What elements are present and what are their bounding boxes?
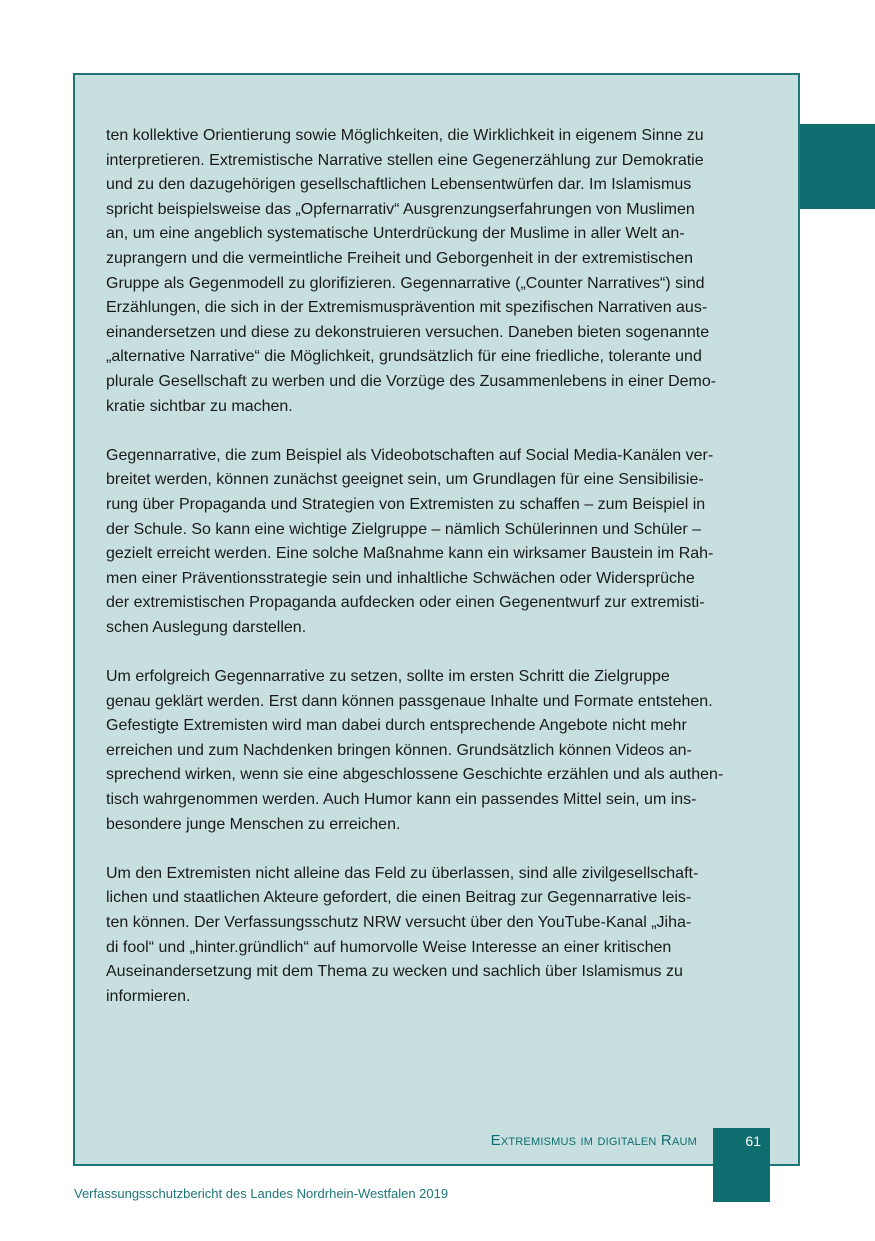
body-text — [106, 124, 774, 1034]
page-number: 61 — [745, 1133, 761, 1149]
running-head — [491, 1132, 697, 1149]
chapter-side-tab — [800, 124, 875, 209]
paragraph-2: Gegennarrative, die zum Beispiel als Videobotschaften auf Social Media-Kanälen ver- breitet werden, können zunächst geeignet sein, um Grundlagen für eine Sensibilisie- rung über Propaganda und Strategien von Extremisten zu schaffen – zum Beispiel in der Schule. So kann eine wichtige Zielgruppe – nämlich Schülerinnen und Schüler – gezielt erreicht werden. Eine solche Maßnahme kann ein wirksamer Baustein im Rah- men einer Präventionsstrategie sein und inhaltliche Schwächen oder Widersprüche der extremistischen Propaganda aufdecken oder einen Gegenentwurf zur extremisti- schen Auslegung darstellen. — [106, 446, 714, 636]
page-number-block — [713, 1128, 770, 1202]
paragraph-3: Um erfolgreich Gegennarrative zu setzen, sollte im ersten Schritt die Zielgruppe genau geklärt werden. Erst dann können passgenaue Inhalte und Formate entstehen. Gefestigte Extremisten wird man dabei durch entsprechende Angebote nicht mehr erreichen und zum Nachdenken bringen können. Grundsätzlich können Videos an- sprechend wirken, wenn sie eine abgeschlossene Geschichte erzählen und als authen- tisch wahrgenommen werden. Auch Humor kann ein passendes Mittel sein, um ins- besondere junge Menschen zu erreichen. — [106, 668, 724, 833]
page-footer: Verfassungsschutzbericht des Landes Nordrhein-Westfalen 2019 — [74, 1186, 449, 1201]
content-box — [73, 73, 800, 1166]
running-head-label: Extremismus im digitalen Raum — [490, 1132, 697, 1149]
paragraph-4: Um den Extremisten nicht alleine das Feld zu überlassen, sind alle zivilgesellschaft- lichen und staatlichen Akteure gefordert, die einen Beitrag zur Gegennarrative leis- ten können. Der Verfassungsschutz NRW versucht über den YouTube-Kanal „Jiha- di fool“ und „hinter.gründlich“ auf humorvolle Weise Interesse an einer kritischen Auseinandersetzung mit dem Thema zu wecken und sachlich über Islamismus zu informieren. — [106, 864, 699, 1005]
paragraph-1: ten kollektive Orientierung sowie Möglichkeiten, die Wirklichkeit in eigenem Sinne zu interpretieren. Extremistische Narrative stellen eine Gegenerzählung zur Demokratie und zu den dazugehörigen gesellschaftlichen Lebensentwürfen dar. Im Islamismus spricht beispielsweise das „Opfernarrativ“ Ausgrenzungserfahrungen von Muslimen an, um eine angeblich systematische Unterdrückung der Muslime in aller Welt an- zuprangern und die vermeintliche Freiheit und Geborgenheit in der extremistischen Gruppe als Gegenmodell zu glorifizieren. Gegennarrative („Counter Narratives“) sind Erzählungen, die sich in der Extremismusprävention mit spezifischen Narrativen aus- einandersetzen und diese zu dekonstruieren versuchen. Daneben bieten sogenannte „alternative Narrative“ die Möglichkeit, grundsätzlich für eine friedliche, tolerante und plurale Gesellschaft zu werben und die Vorzüge des Zusammenlebens in einer Demo- kratie sichtbar zu machen. — [106, 127, 717, 415]
